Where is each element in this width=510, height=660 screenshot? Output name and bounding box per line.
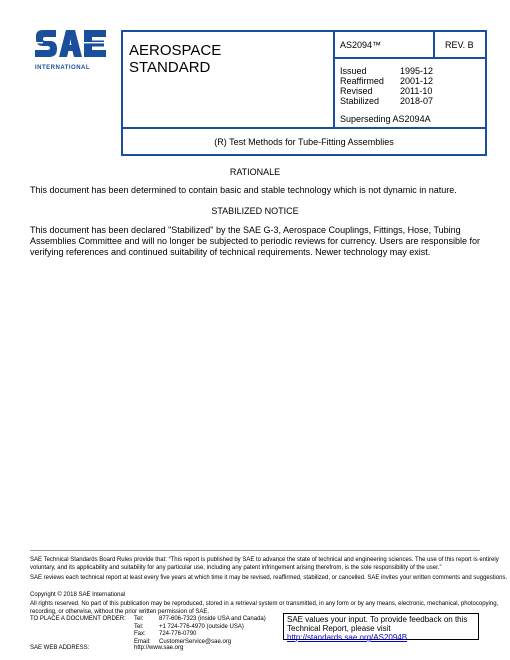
feedback-link[interactable]: http://standards.sae.org/AS2094B (287, 633, 408, 642)
date-value-issued: 1995-12 (400, 66, 434, 76)
date-label-reaffirmed: Reaffirmed (340, 76, 384, 86)
rationale-text: This document has been determined to contain basic and stable technology which is not dynamic in nature. (30, 185, 457, 195)
email-address[interactable]: CustomerService@sae.org (159, 638, 232, 645)
contact-kind: Tel: (134, 623, 144, 630)
document-type-title (129, 42, 319, 76)
header-divider-rev (433, 30, 435, 58)
web-address-link[interactable]: http://www.sae.org (134, 645, 184, 651)
footer-divider (30, 550, 480, 551)
document-number: AS2094™ (340, 40, 382, 50)
board-rules-text: SAE Technical Standards Board Rules provide that: “This report is published by SAE to advance the state of technical and engineering sciences. The use of this report is entirely voluntary, and its applicability and suitability for any particular use, including any patent infringement arising therefrom, is the sole responsibility of the user.” (30, 557, 499, 571)
contact-kind: Tel: (134, 616, 144, 622)
title-line-1: AEROSPACE (129, 42, 222, 59)
web-address-label: SAE WEB ADDRESS: (30, 645, 90, 651)
revision-label: REV. B (445, 40, 474, 50)
contact-kinds (134, 616, 160, 646)
header-divider-number (333, 57, 487, 59)
date-labels (340, 66, 384, 106)
review-text: SAE reviews each technical report at least every five years at which time it may be revised, reaffirmed, stabilized, or cancelled. SAE invites your written comments and suggestions. (30, 575, 508, 581)
contact-kind: Fax: (134, 631, 146, 637)
phone-intl: +1 724-776-4970 (outside USA) (159, 623, 244, 630)
date-value-reaffirmed: 2001-12 (400, 76, 434, 86)
header-divider-subtitle (121, 127, 487, 129)
date-label-issued: Issued (340, 66, 367, 76)
date-value-revised: 2011-10 (400, 86, 433, 96)
stabilized-text: This document has been declared "Stabilized" by the SAE G-3, Aerospace Couplings, Fittings, Hose, Tubing Assemblies Committee and will no longer be subjected to periodic reviews for currency. Users are responsible for verifying references and continued suitability of technical requirements. Newer technology may exist. (30, 225, 481, 257)
logo-subtext: INTERNATIONAL (35, 65, 91, 71)
feedback-line-2: Technical Report, please visit (287, 624, 391, 633)
header-border-bottom (121, 154, 487, 156)
fax-number: 724-776-0790 (159, 631, 197, 637)
rationale-heading: RATIONALE (229, 167, 281, 177)
date-label-revised: Revised (340, 86, 373, 96)
document-subtitle: (R) Test Methods for Tube-Fitting Assemblies (214, 137, 394, 147)
phone-usa: 877-606-7323 (inside USA and Canada) (159, 616, 266, 622)
contact-kind: Email: (134, 638, 151, 645)
header-divider-vertical (333, 30, 335, 128)
rights-text: All rights reserved. No part of this publication may be reproduced, stored in a retrieval system or transmitted, in any form or by any means, electronic, mechanical, photocopying, recording, or otherwise, without the prior written permission of SAE. (30, 601, 499, 615)
date-values (400, 66, 433, 106)
title-line-2: STANDARD (129, 59, 211, 76)
copyright-text: Copyright © 2018 SAE International (30, 592, 126, 598)
order-label: TO PLACE A DOCUMENT ORDER: (30, 616, 126, 622)
stabilized-heading: STABILIZED NOTICE (211, 206, 299, 216)
feedback-box (283, 613, 479, 640)
feedback-line-1: SAE values your input. To provide feedback on this (287, 615, 468, 624)
date-value-stabilized: 2018-07 (400, 96, 434, 106)
date-label-stabilized: Stabilized (340, 96, 380, 106)
superseding-note: Superseding AS2094A (340, 114, 431, 124)
